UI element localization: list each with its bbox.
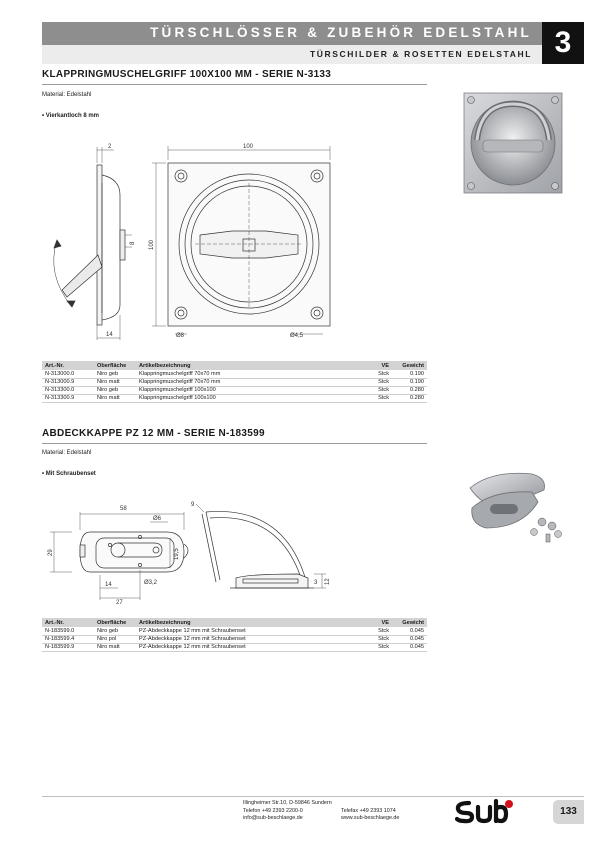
- col-oberflaeche: Oberfläche: [94, 361, 136, 370]
- section1-title: KLAPPRINGMUSCHELGRIFF 100X100 MM - SERIE N-3133: [42, 69, 332, 80]
- page-number: 133: [553, 800, 584, 824]
- footer-web[interactable]: www.sub-beschlaege.de: [341, 815, 400, 821]
- cell-oberflaeche: Niro geb: [94, 370, 136, 378]
- dim-3: 3: [314, 580, 318, 586]
- table-row: [42, 378, 427, 386]
- dim-d32: Ø3,2: [144, 580, 158, 586]
- table-header-row: [42, 361, 427, 370]
- dim-58: 58: [120, 506, 127, 512]
- col-ve: VE: [354, 618, 392, 627]
- cell-oberflaeche: Niro matt: [94, 378, 136, 386]
- section2-feature: • Mit Schraubenset: [42, 471, 96, 477]
- col-artikelbezeichnung: Artikelbezeichnung: [136, 361, 354, 370]
- cell-gewicht: 0.280: [392, 394, 427, 402]
- footer-divider: [42, 796, 584, 797]
- table-row: [42, 635, 427, 643]
- cell-ve: Stck: [354, 643, 392, 651]
- cell-gewicht: 0.045: [392, 643, 427, 651]
- footer-phone: Telefon +49 2393 2200-0: [243, 808, 303, 814]
- col-art-nr: Art.-Nr.: [42, 618, 94, 627]
- cell-bezeichnung: PZ-Abdeckkappe 12 mm mit Schraubenset: [136, 635, 354, 643]
- dim-side-top: 2: [108, 144, 112, 150]
- dim-hole: Ø8: [176, 333, 185, 339]
- dim-width: 100: [243, 144, 254, 150]
- col-art-nr: Art.-Nr.: [42, 361, 94, 370]
- front-view-drawing: [140, 138, 340, 343]
- col-oberflaeche: Oberfläche: [94, 618, 136, 627]
- table-row: [42, 394, 427, 402]
- product-photo-cylinder-cap: [462, 468, 572, 548]
- section1-material: Material: Edelstahl: [42, 92, 92, 98]
- header-subbar: [42, 45, 542, 64]
- cell-ve: Stck: [354, 370, 392, 378]
- footer-fax: Telefax +49 2393 1074: [341, 808, 396, 814]
- cell-oberflaeche: Niro matt: [94, 643, 136, 651]
- cell-art-nr: N-313000.0: [42, 370, 94, 378]
- dim-12: 12: [325, 578, 331, 585]
- dim-d6: Ø6: [153, 516, 162, 522]
- header-subtitle: TÜRSCHILDER & ROSETTEN EDELSTAHL: [310, 49, 532, 59]
- col-ve: VE: [354, 361, 392, 370]
- table-row: [42, 627, 427, 635]
- cell-bezeichnung: PZ-Abdeckkappe 12 mm mit Schraubenset: [136, 627, 354, 635]
- cell-oberflaeche: Niro geb: [94, 386, 136, 394]
- col-gewicht: Gewicht: [392, 618, 427, 627]
- cell-oberflaeche: Niro pol: [94, 635, 136, 643]
- header-title: TÜRSCHLÖSSER & ZUBEHÖR EDELSTAHL: [150, 25, 532, 40]
- cell-art-nr: N-183599.9: [42, 643, 94, 651]
- cell-oberflaeche: Niro geb: [94, 627, 136, 635]
- sub-logo-icon: [455, 799, 515, 825]
- footer-address: Illingheimer Str.10, D-59846 Sundern: [243, 800, 332, 806]
- cell-ve: Stck: [354, 378, 392, 386]
- product-photo-ring-handle: [463, 92, 563, 194]
- dim-27: 27: [116, 600, 123, 605]
- cell-bezeichnung: Klappringmuschelgriff 100x100: [136, 386, 354, 394]
- header-bar: [42, 22, 542, 45]
- cell-gewicht: 0.190: [392, 378, 427, 386]
- footer-email[interactable]: info@sub-beschlaege.de: [243, 815, 303, 821]
- cell-gewicht: 0.045: [392, 635, 427, 643]
- cell-bezeichnung: PZ-Abdeckkappe 12 mm mit Schraubenset: [136, 643, 354, 651]
- dim-height: 100: [149, 239, 155, 250]
- cell-ve: Stck: [354, 635, 392, 643]
- dim-195: 19,5: [174, 548, 180, 560]
- col-gewicht: Gewicht: [392, 361, 427, 370]
- section1-table: [42, 361, 427, 403]
- cell-art-nr: N-183599.0: [42, 627, 94, 635]
- cell-gewicht: 0.045: [392, 627, 427, 635]
- table-row: [42, 370, 427, 378]
- cell-ve: Stck: [354, 386, 392, 394]
- dim-hole-dist: Ø4,5: [290, 333, 304, 339]
- cell-ve: Stck: [354, 627, 392, 635]
- cap-front-drawing: [42, 500, 192, 605]
- cell-art-nr: N-313300.0: [42, 386, 94, 394]
- section2-material: Material: Edelstahl: [42, 450, 92, 456]
- table-row: [42, 643, 427, 651]
- section1-divider: [42, 84, 427, 85]
- cell-oberflaeche: Niro matt: [94, 394, 136, 402]
- table-row: [42, 386, 427, 394]
- col-artikelbezeichnung: Artikelbezeichnung: [136, 618, 354, 627]
- table-header-row: [42, 618, 427, 627]
- cell-bezeichnung: Klappringmuschelgriff 70x70 mm: [136, 370, 354, 378]
- section2-title: ABDECKKAPPE PZ 12 MM - SERIE N-183599: [42, 428, 265, 439]
- dim-side-bottom: 14: [106, 332, 113, 338]
- section1-feature: • Vierkantloch 8 mm: [42, 113, 100, 119]
- cell-ve: Stck: [354, 394, 392, 402]
- cell-gewicht: 0.190: [392, 370, 427, 378]
- cell-art-nr: N-313000.9: [42, 378, 94, 386]
- chapter-number: 3: [542, 22, 584, 64]
- cap-side-drawing: [188, 500, 338, 595]
- side-view-drawing: [42, 135, 137, 340]
- dim-9: 9: [191, 502, 195, 508]
- cell-gewicht: 0.280: [392, 386, 427, 394]
- cell-bezeichnung: Klappringmuschelgriff 70x70 mm: [136, 378, 354, 386]
- dim-14: 14: [105, 582, 112, 588]
- cell-bezeichnung: Klappringmuschelgriff 100x100: [136, 394, 354, 402]
- section2-table: [42, 618, 427, 652]
- dim-29: 29: [48, 549, 54, 556]
- dim-square: 8: [130, 241, 136, 245]
- cell-art-nr: N-183599.4: [42, 635, 94, 643]
- cell-art-nr: N-313300.9: [42, 394, 94, 402]
- section2-divider: [42, 443, 427, 444]
